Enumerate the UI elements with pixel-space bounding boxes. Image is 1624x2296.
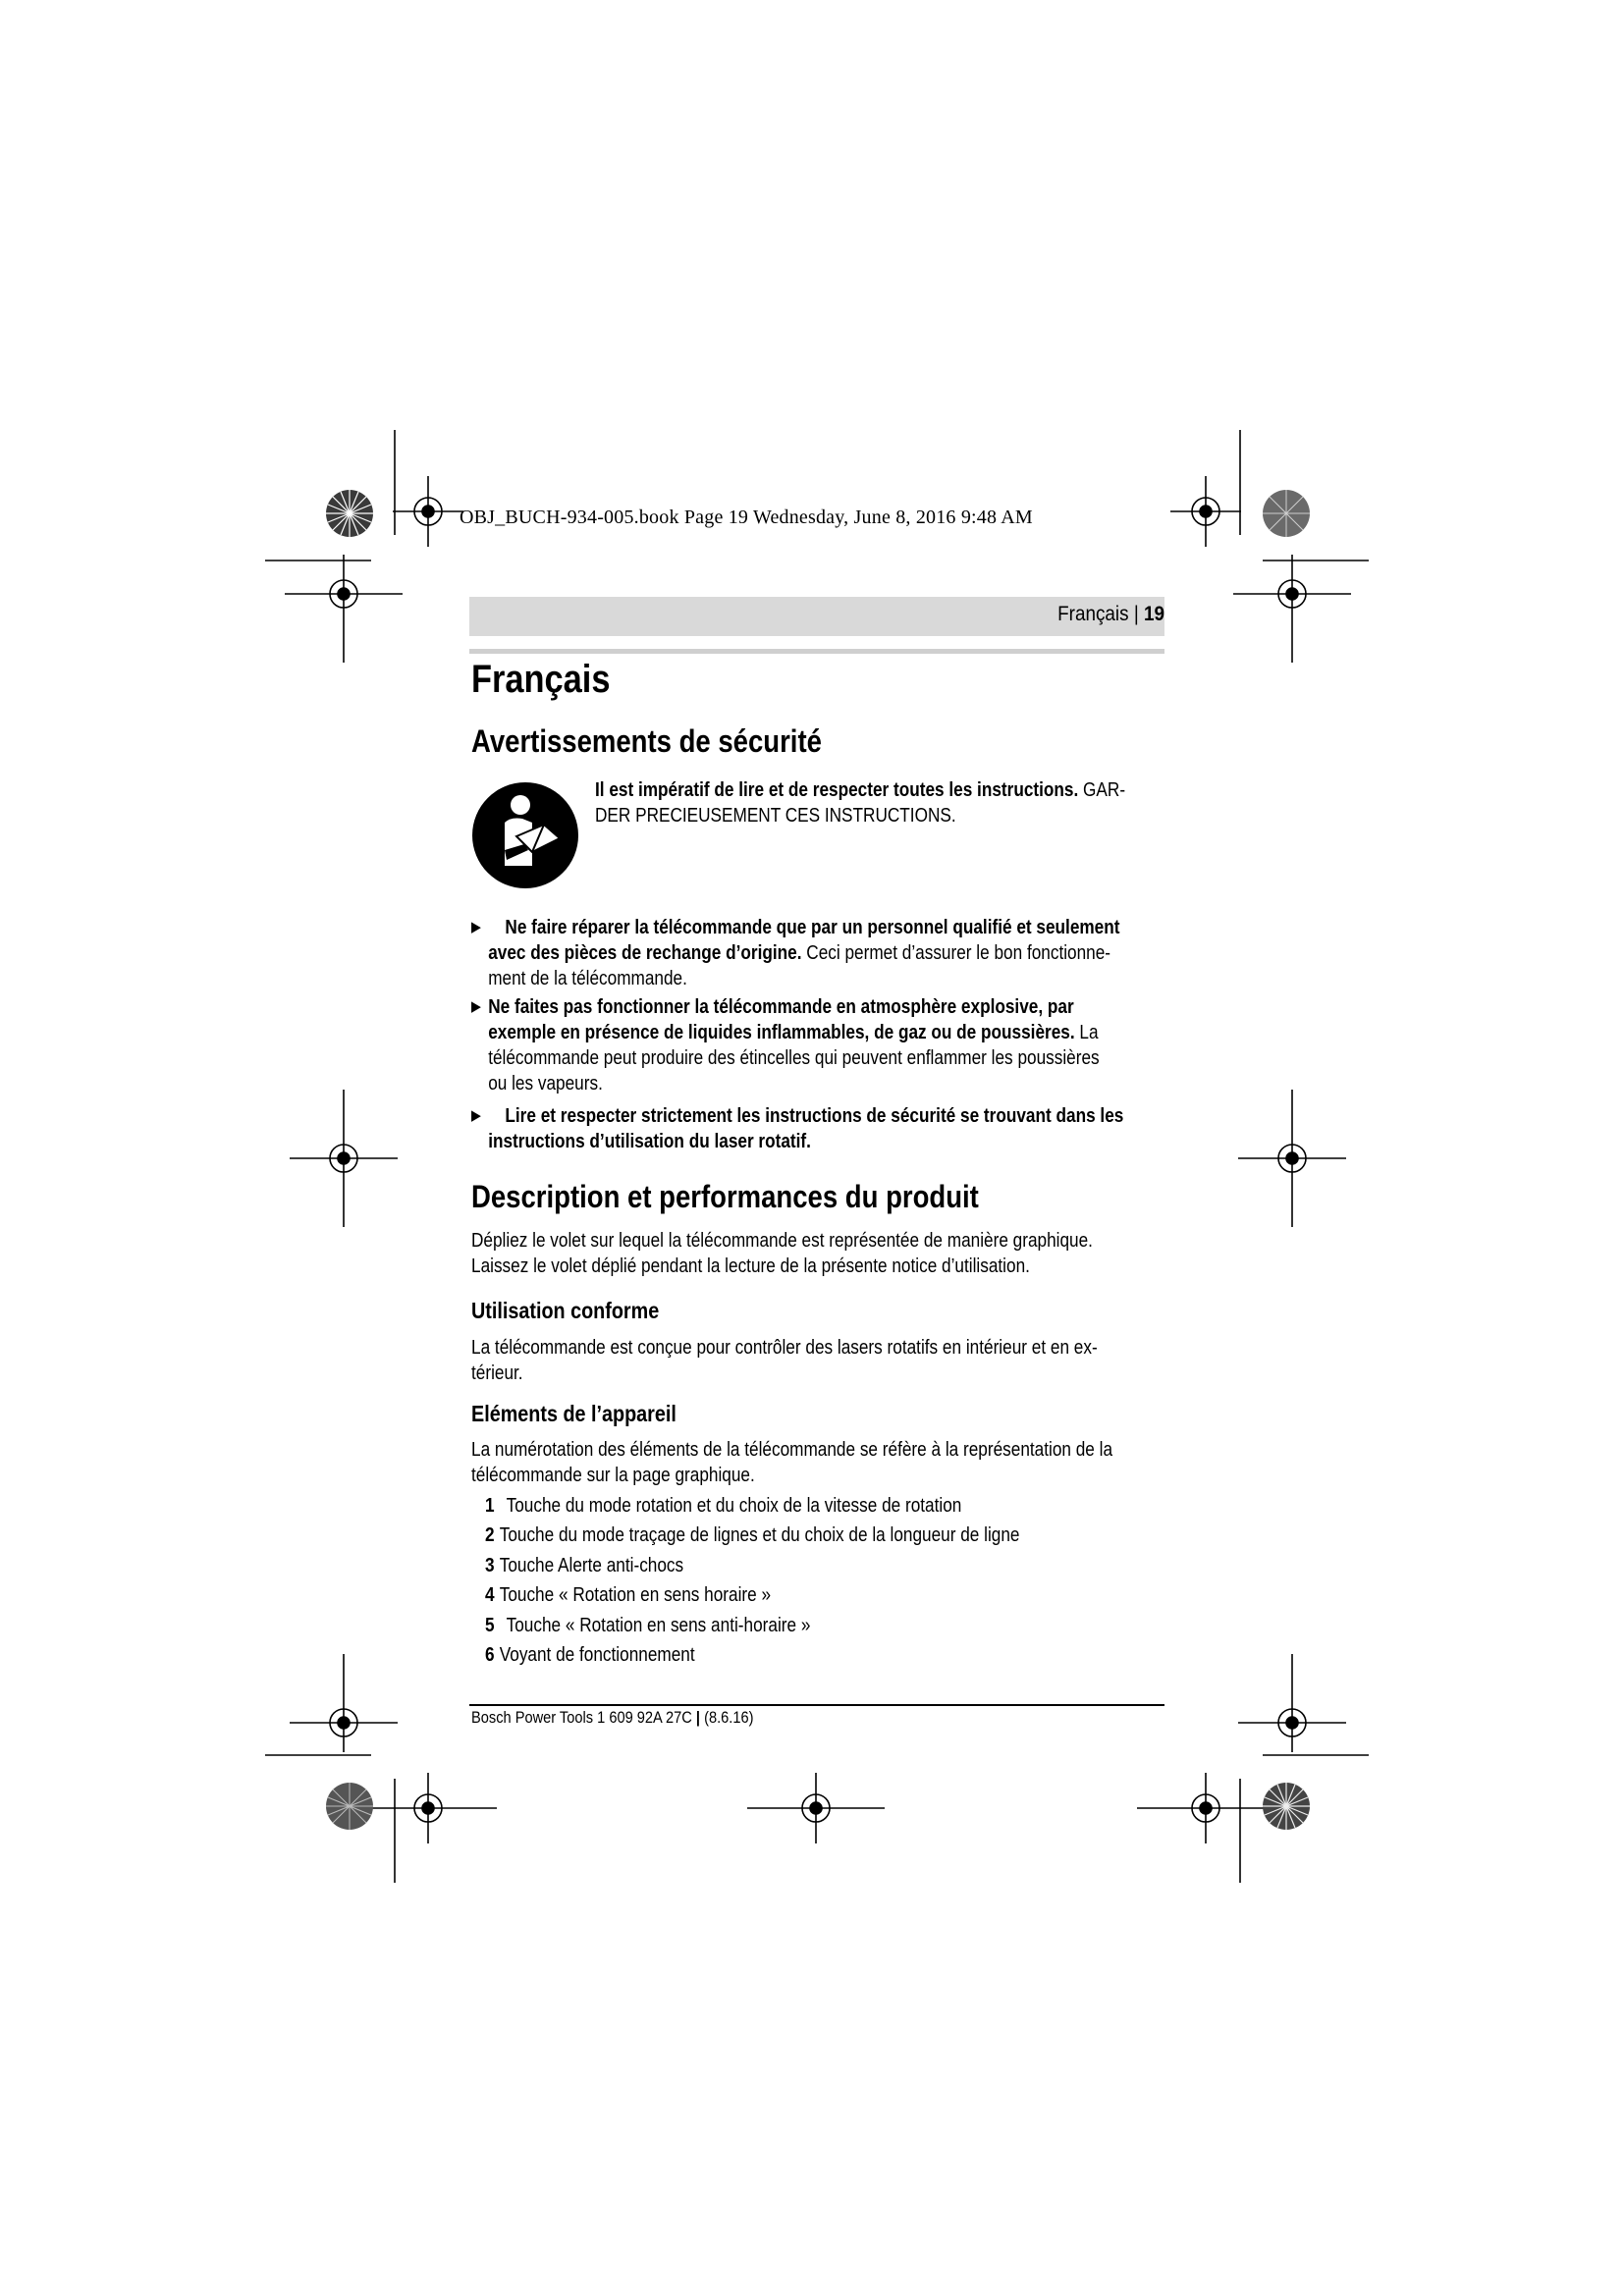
bullet-line: ment de la télécommande. xyxy=(488,968,687,989)
footer-date: (8.6.16) xyxy=(704,1708,754,1727)
list-item: 3 Touche Alerte anti-chocs xyxy=(485,1555,684,1576)
bullet-line: avec des pièces de rechange d’origine. Ceci permet d’assurer le bon fonctionne- xyxy=(488,942,1111,964)
footer-publisher: Bosch Power Tools 1 609 92A 27C xyxy=(471,1708,692,1727)
safety-intro xyxy=(595,777,1125,828)
description-line2: Laissez le volet déplié pendant la lecture de la présente notice d’utilisation. xyxy=(471,1255,1030,1277)
safety-intro-line2: DER PRECIEUSEMENT CES INSTRUCTIONS. xyxy=(595,805,956,827)
bullet-line: exemple en présence de liquides inflammables, de gaz ou de poussières. La xyxy=(488,1022,1099,1043)
list-item: 5 Touche « Rotation en sens anti-horaire » xyxy=(485,1615,811,1636)
safety-bullet-1 xyxy=(471,915,1119,991)
book-info: OBJ_BUCH-934-005.book Page 19 Wednesday, June 8, 2016 9:48 AM xyxy=(460,507,1033,528)
bullet-triangle-icon: ▶ xyxy=(471,998,481,1015)
bullet-line: instructions d’utilisation du laser rotatif. xyxy=(488,1131,811,1152)
safety-bullet-2 xyxy=(471,994,1100,1096)
elements-heading: Eléments de l’appareil xyxy=(471,1401,677,1426)
safety-heading: Avertissements de sécurité xyxy=(471,723,822,759)
list-item: 4 Touche « Rotation en sens horaire » xyxy=(485,1584,772,1606)
page-title: Français xyxy=(471,658,611,701)
bullet-triangle-icon: ▶ xyxy=(471,1107,481,1124)
bullet-triangle-icon: ▶ xyxy=(471,919,481,935)
usage-line1: La télécommande est conçue pour contrôler des lasers rotatifs en intérieur et en ex- xyxy=(471,1337,1098,1359)
bullet-line: Lire et respecter strictement les instructions de sécurité se trouvant dans les xyxy=(505,1105,1124,1127)
footer xyxy=(471,1708,753,1728)
safety-intro-bold: Il est impératif de lire et de respecter toutes les instructions. xyxy=(595,779,1079,801)
elements-line1: La numérotation des éléments de la télécommande se réfère à la représentation de la xyxy=(471,1439,1113,1461)
safety-intro-rest: GAR- xyxy=(1083,779,1126,801)
footer-rule xyxy=(469,1704,1164,1706)
description-heading: Description et performances du produit xyxy=(471,1179,979,1214)
elements-paragraph xyxy=(471,1437,1112,1488)
bullet-line: ou les vapeurs. xyxy=(488,1073,603,1095)
safety-bullet-3 xyxy=(471,1103,1123,1154)
list-item: 6 Voyant de fonctionnement xyxy=(485,1644,695,1666)
usage-heading: Utilisation conforme xyxy=(471,1298,660,1323)
header-separator: | xyxy=(1133,603,1139,625)
page-number: 19 xyxy=(1143,603,1164,625)
safety-intro-line1 xyxy=(595,777,1125,803)
list-item: 2 Touche du mode traçage de lignes et du choix de la longueur de ligne xyxy=(485,1524,1020,1546)
elements-line2: télécommande sur la page graphique. xyxy=(471,1465,755,1486)
header-language: Français xyxy=(1057,603,1129,625)
bullet-line: télécommande peut produire des étincelles qui peuvent enflammer les poussières xyxy=(488,1047,1100,1069)
header-rule xyxy=(469,649,1164,654)
usage-paragraph xyxy=(471,1335,1098,1386)
read-manual-icon xyxy=(471,781,579,889)
bullet-line: Ne faites pas fonctionner la télécommande en atmosphère explosive, par xyxy=(488,996,1074,1018)
footer-separator: | xyxy=(695,1708,701,1727)
bullet-line: Ne faire réparer la télécommande que par un personnel qualifié et seulement xyxy=(505,917,1120,938)
description-line1: Dépliez le volet sur lequel la télécommande est représentée de manière graphique. xyxy=(471,1230,1093,1252)
running-header xyxy=(1057,603,1164,626)
usage-line2: térieur. xyxy=(471,1362,523,1384)
list-item: 1 Touche du mode rotation et du choix de la vitesse de rotation xyxy=(485,1495,962,1517)
description-paragraph xyxy=(471,1228,1093,1279)
